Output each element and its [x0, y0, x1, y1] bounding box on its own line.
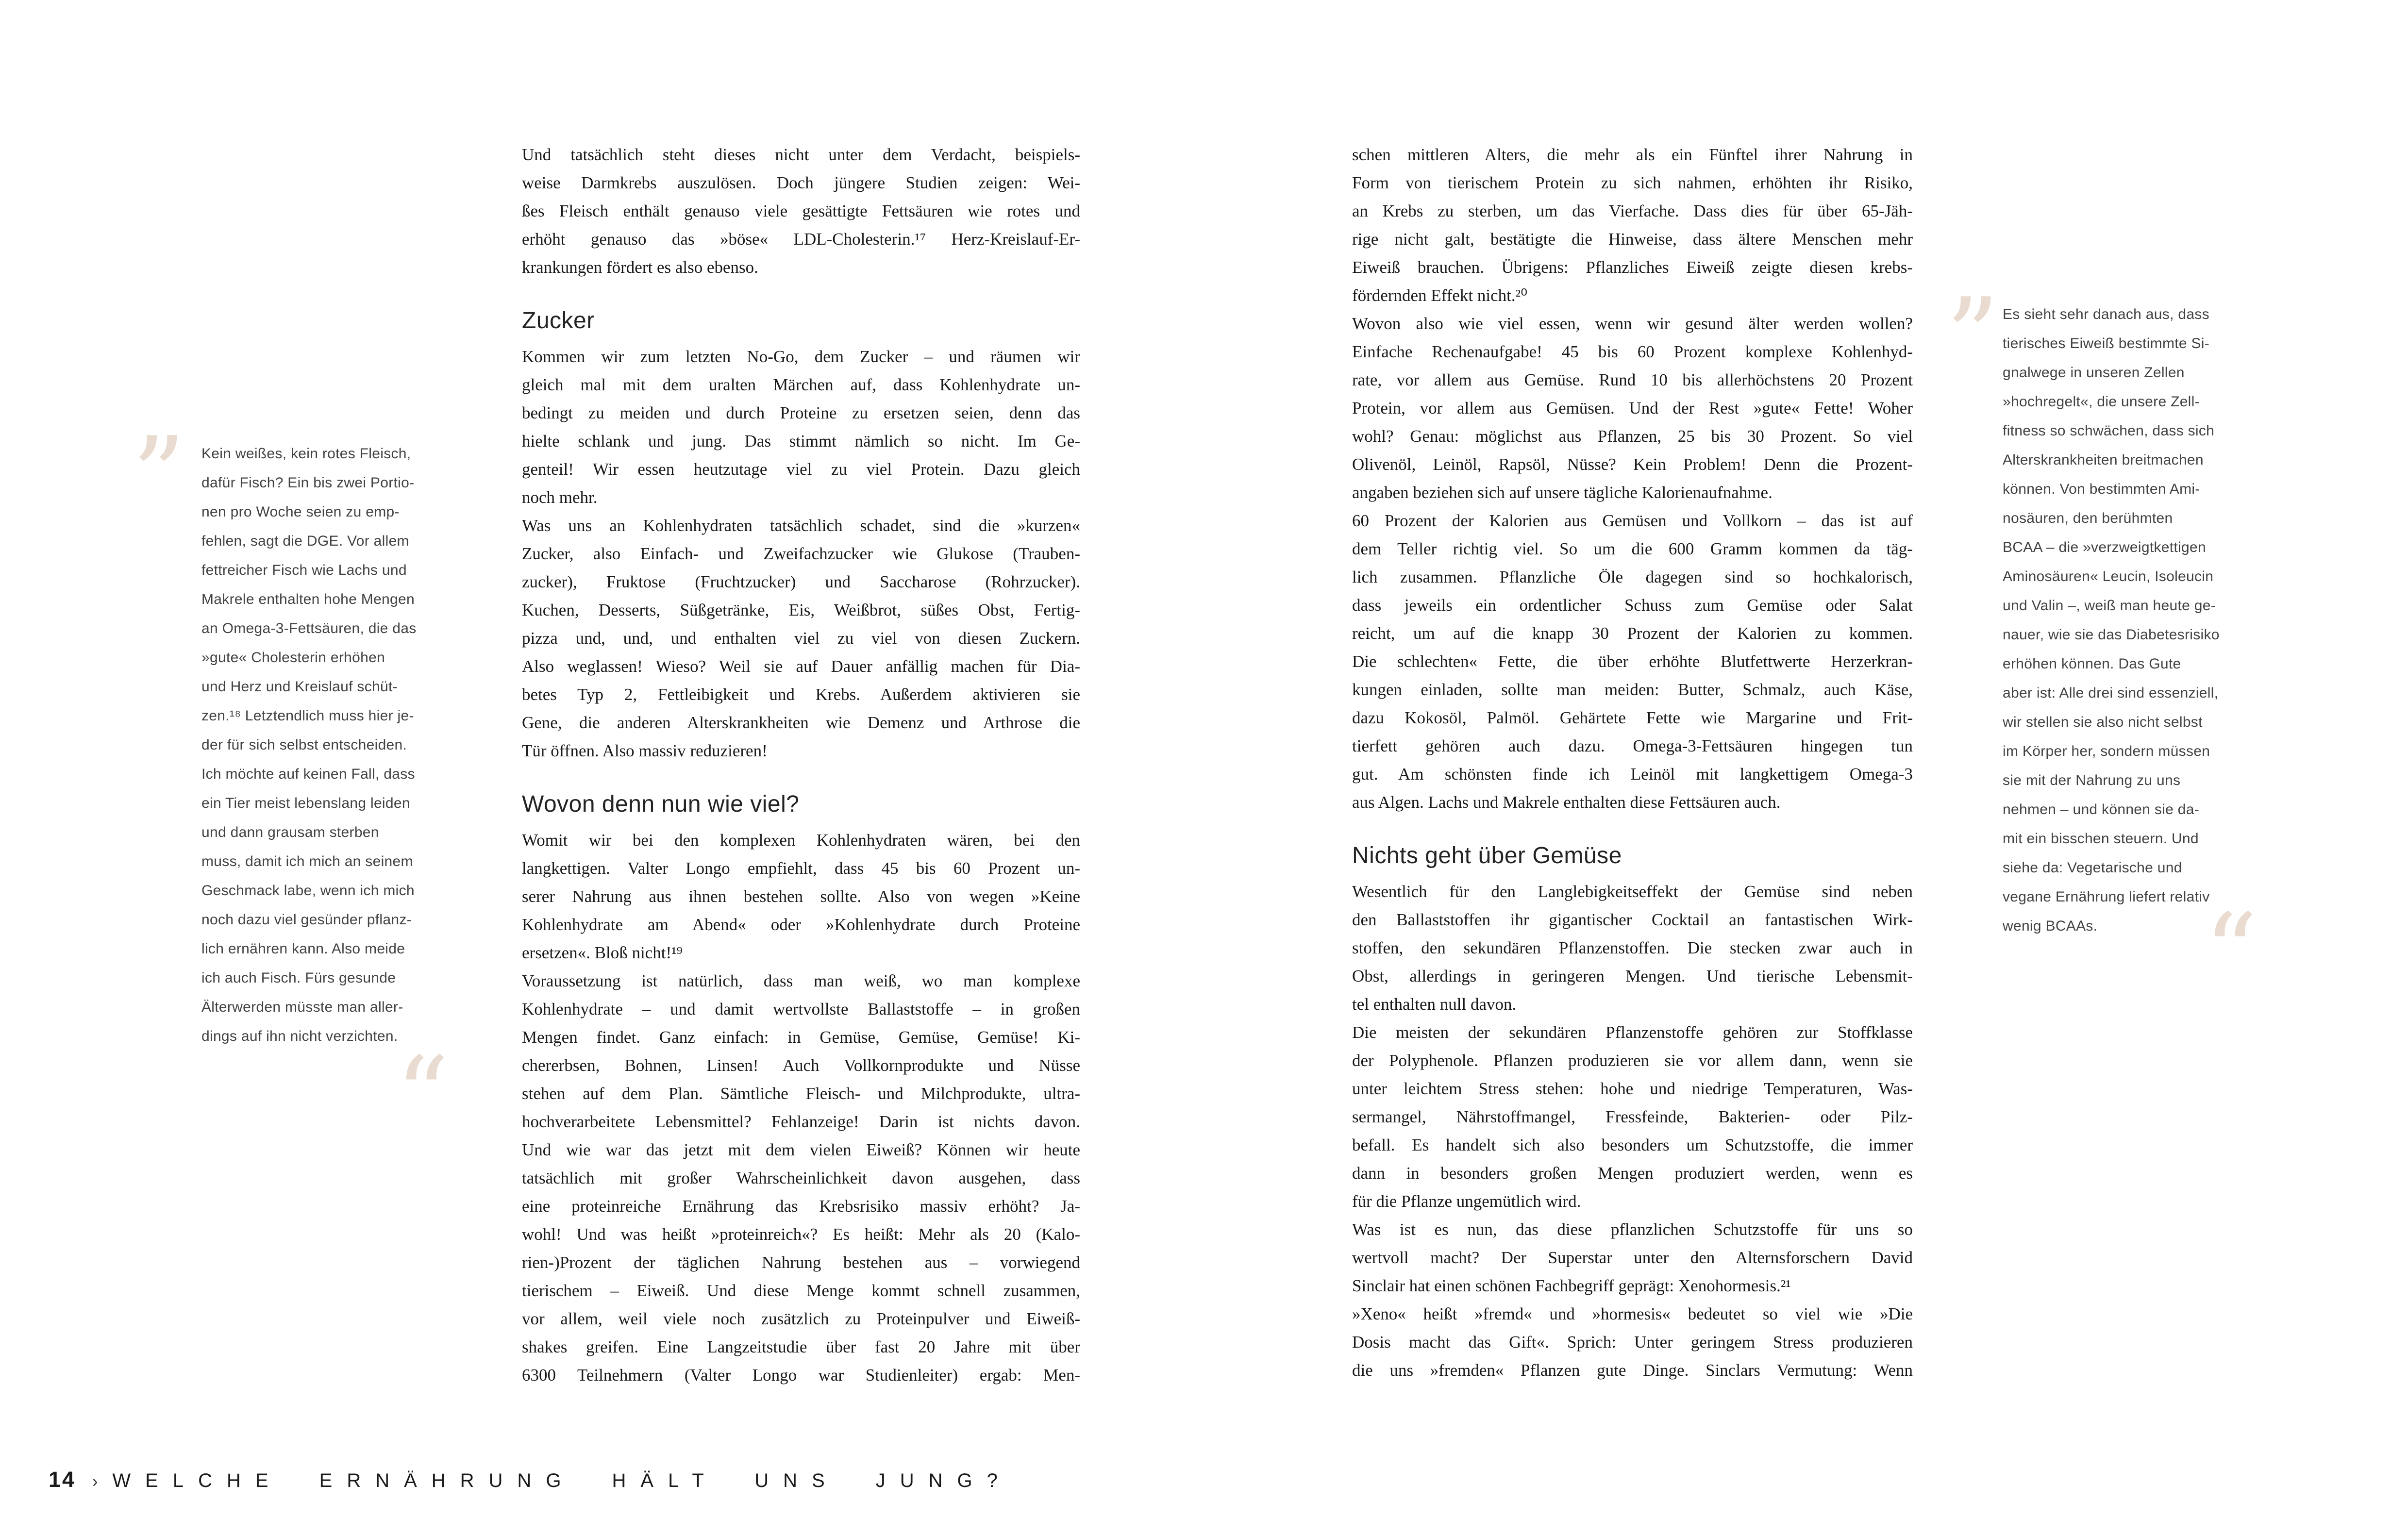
- text-line: vor allem, weil viele noch zusätzlich zu Proteinpulver und Eiweiß-: [522, 1309, 1080, 1328]
- quote-line: Älterwerden müsste man aller-: [201, 999, 403, 1015]
- quote-line: fehlen, sagt die DGE. Vor allem: [201, 533, 409, 549]
- close-quote-icon: “: [2204, 891, 2258, 1013]
- quote-line: mit ein bisschen steuern. Und: [2003, 831, 2199, 847]
- text-line: shakes greifen. Eine Langzeitstudie über fast 20 Jahre mit über: [522, 1337, 1080, 1356]
- text-line: hielte schlank und jung. Das stimmt nämlich so nicht. Im Ge-: [522, 432, 1080, 451]
- text-line: Kohlenhydrate – und damit wertvollste Ballaststoffe – in großen: [522, 1000, 1080, 1018]
- quote-line: gnalwege in unseren Zellen: [2003, 365, 2185, 381]
- close-quote-icon: “: [396, 1034, 449, 1156]
- quote-line: zen.¹⁸ Letztendlich muss hier je-: [201, 708, 414, 724]
- text-line: fördernden Effekt nicht.²⁰: [1352, 286, 1528, 305]
- text-line: chererbsen, Bohnen, Linsen! Auch Vollkornprodukte und Nüsse: [522, 1056, 1080, 1075]
- text-line: dass jeweils ein ordentlicher Schuss zum Gemüse oder Salat: [1352, 596, 1913, 615]
- text-line: Zucker, also Einfach- und Zweifachzucker wie Glukose (Trauben-: [522, 544, 1080, 563]
- text-line: Sinclair hat einen schönen Fachbegriff geprägt: Xenohormesis.²¹: [1352, 1276, 1791, 1295]
- text-line: dazu Kokosöl, Palmöl. Gehärtete Fette wie Margarine und Frit-: [1352, 708, 1913, 727]
- quote-line: ein Tier meist lebenslang leiden: [201, 795, 410, 811]
- text-line: angaben beziehen sich auf unsere tägliche Kalorienaufnahme.: [1352, 483, 1773, 502]
- text-line: tierischem – Eiweiß. Und diese Menge kommt schnell zusammen,: [522, 1281, 1080, 1300]
- text-line: hochverarbeitete Lebensmittel? Fehlanzeige! Darin ist nichts davon.: [522, 1112, 1080, 1131]
- text-line: bedingt zu meiden und durch Proteine zu ersetzen seien, denn das: [522, 403, 1080, 422]
- open-quote-icon: ”: [1946, 275, 1999, 397]
- text-line: stehen auf dem Plan. Sämtliche Fleisch- und Milchprodukte, ultra-: [522, 1084, 1080, 1103]
- page-footer: [49, 1467, 1012, 1492]
- quote-line: und Valin –, weiß man heute ge-: [2003, 598, 2216, 614]
- text-line: unter leichtem Stress stehen: hohe und niedrige Temperaturen, Was-: [1352, 1079, 1913, 1098]
- text-line: wohl! Und was heißt »proteinreich«? Es heißt: Mehr als 20 (Kalo-: [522, 1225, 1080, 1244]
- quote-line: der für sich selbst entscheiden.: [201, 737, 407, 753]
- text-line: serer Nahrung aus ihnen bestehen sollte. Also von wegen »Keine: [522, 887, 1080, 906]
- text-line: für die Pflanze ungemütlich wird.: [1352, 1192, 1581, 1211]
- quote-line: nauer, wie sie das Diabetesrisiko: [2003, 627, 2220, 643]
- text-line: rate, vor allem aus Gemüse. Rund 10 bis allerhöchstens 20 Prozent: [1352, 370, 1913, 389]
- text-line: aus Algen. Lachs und Makrele enthalten diese Fettsäuren auch.: [1352, 793, 1781, 812]
- text-line: pizza und, und, und enthalten viel zu viel von diesen Zuckern.: [522, 629, 1080, 648]
- quote-line: und Herz und Kreislauf schüt-: [201, 679, 398, 695]
- text-line: Wovon also wie viel essen, wenn wir gesund älter werden wollen?: [1352, 314, 1913, 333]
- text-line: Womit wir bei den komplexen Kohlenhydraten wären, bei den: [522, 831, 1080, 850]
- text-line: wohl? Genau: möglichst aus Pflanzen, 25 bis 30 Prozent. So viel: [1352, 427, 1913, 446]
- text-line: ßes Fleisch enthält genauso viele gesättigte Fettsäuren wie rotes und: [522, 201, 1080, 220]
- text-line: rige nicht galt, bestätigte die Hinweise, dass ältere Menschen mehr: [1352, 230, 1913, 249]
- text-line: betes Typ 2, Fettleibigkeit und Krebs. Außerdem aktivieren sie: [522, 685, 1080, 704]
- quote-line: wir stellen sie also nicht selbst: [2003, 714, 2203, 730]
- text-line: Was ist es nun, das diese pflanzlichen Schutzstoffe für uns so: [1352, 1220, 1913, 1239]
- quote-line: Geschmack labe, wenn ich mich: [201, 883, 415, 899]
- quote-line: ich auch Fisch. Fürs gesunde: [201, 970, 396, 986]
- quote-line: nosäuren, den berühmten: [2003, 510, 2173, 526]
- quote-line: und dann grausam sterben: [201, 824, 379, 840]
- quote-line: Ich möchte auf keinen Fall, dass: [201, 766, 415, 782]
- quote-line: nen pro Woche seien zu emp-: [201, 504, 400, 520]
- text-line: Mengen findet. Ganz einfach: in Gemüse, Gemüse, Gemüse! Ki-: [522, 1028, 1080, 1047]
- text-line: gleich mal mit dem uralten Märchen auf, dass Kohlenhydrate un-: [522, 375, 1080, 394]
- text-line: wertvoll macht? Der Superstar unter den Alternsforschern David: [1352, 1248, 1913, 1267]
- text-line: langkettigen. Valter Longo empfiehlt, dass 45 bis 60 Prozent un-: [522, 859, 1080, 878]
- text-line: Kohlenhydrate am Abend« oder »Kohlenhydrate durch Proteine: [522, 915, 1080, 934]
- text-line: lich zusammen. Pflanzliche Öle dagegen sind so hochkalorisch,: [1352, 568, 1913, 586]
- quote-line: können. Von bestimmten Ami-: [2003, 481, 2200, 497]
- text-line: Was uns an Kohlenhydraten tatsächlich schadet, sind die »kurzen«: [522, 516, 1080, 535]
- text-line: eine proteinreiche Ernährung das Krebsrisiko massiv erhöht? Ja-: [522, 1197, 1080, 1216]
- text-line: genteil! Wir essen heutzutage viel zu viel Protein. Dazu gleich: [522, 460, 1080, 479]
- text-line: gut. Am schönsten finde ich Leinöl mit langkettigem Omega-3: [1352, 765, 1913, 784]
- text-line: dem Teller richtig viel. So um die 600 Gramm kommen da täg-: [1352, 539, 1913, 558]
- quote-line: »hochregelt«, die unsere Zell-: [2003, 394, 2200, 410]
- text-line: zucker), Fruktose (Fruchtzucker) und Saccharose (Rohrzucker).: [522, 572, 1080, 591]
- text-line: an Krebs zu sterben, um das Vierfache. Dass dies für über 65-Jäh-: [1352, 201, 1913, 220]
- text-line: 6300 Teilnehmern (Valter Longo war Studienleiter) ergab: Men-: [522, 1366, 1080, 1385]
- quote-line: Aminosäuren« Leucin, Isoleucin: [2003, 568, 2214, 584]
- text-line: befall. Es handelt sich also besonders um Schutzstoffe, die immer: [1352, 1135, 1913, 1154]
- text-line: dann in besonders großen Mengen produziert werden, wenn es: [1352, 1164, 1913, 1183]
- quote-line: Kein weißes, kein rotes Fleisch,: [201, 446, 411, 462]
- text-line: Protein, vor allem aus Gemüsen. Und der Rest »gute« Fette! Woher: [1352, 399, 1913, 417]
- text-line: Tür öffnen. Also massiv reduzieren!: [522, 741, 768, 760]
- quote-line: wenig BCAAs.: [2003, 918, 2098, 934]
- text-line: Kuchen, Desserts, Süßgetränke, Eis, Weißbrot, süßes Obst, Fertig-: [522, 601, 1080, 619]
- text-line: ersetzen«. Bloß nicht!¹⁹: [522, 943, 683, 962]
- quote-line: aber ist: Alle drei sind essenziell,: [2003, 685, 2219, 701]
- text-line: reicht, um auf die knapp 30 Prozent der Kalorien zu kommen.: [1352, 624, 1913, 643]
- text-line: »Xeno« heißt »fremd« und »hormesis« bedeutet so viel wie »Die: [1352, 1304, 1913, 1323]
- margin-quote-right: [2003, 300, 2279, 941]
- quote-line: dings auf ihn nicht verzichten.: [201, 1028, 398, 1044]
- text-line: Gene, die anderen Alterskrankheiten wie Demenz und Arthrose die: [522, 713, 1080, 732]
- text-line: der Polyphenole. Pflanzen produzieren sie vor allem dann, wenn sie: [1352, 1051, 1913, 1070]
- quote-line: Alterskrankheiten breitmachen: [2003, 452, 2204, 468]
- quote-line: muss, damit ich mich an seinem: [201, 853, 413, 869]
- quote-line: fitness so schwächen, dass sich: [2003, 423, 2215, 439]
- text-line: noch mehr.: [522, 488, 598, 507]
- text-line: den Ballaststoffen ihr gigantischer Cocktail an fantastischen Wirk-: [1352, 910, 1913, 929]
- chapter-title: WELCHE ERNÄHRUNG HÄLT UNS JUNG?: [112, 1470, 1012, 1491]
- quote-line: »gute« Cholesterin erhöhen: [201, 650, 385, 666]
- main-column-right: [1352, 141, 1913, 1385]
- text-line: Also weglassen! Wieso? Weil sie auf Dauer anfällig machen für Dia-: [522, 657, 1080, 676]
- page-number: 14: [49, 1467, 76, 1492]
- text-line: Form von tierischem Protein zu sich nahmen, erhöhten ihr Risiko,: [1352, 173, 1913, 192]
- text-line: Die schlechten« Fette, die über erhöhte Blutfettwerte Herzerkran-: [1352, 652, 1913, 671]
- text-line: erhöht genauso das »böse« LDL-Cholesterin.¹⁷ Herz-Kreislauf-Er-: [522, 230, 1080, 249]
- quote-line: dafür Fisch? Ein bis zwei Portio-: [201, 475, 415, 491]
- quote-line: an Omega-3-Fettsäuren, die das: [201, 620, 417, 636]
- text-line: tierfett gehören auch dazu. Omega-3-Fettsäuren hingegen tun: [1352, 736, 1913, 755]
- text-line: schen mittleren Alters, die mehr als ein Fünftel ihrer Nahrung in: [1352, 145, 1913, 164]
- quote-line: BCAA – die »verzweigtkettigen: [2003, 539, 2206, 555]
- section-heading: Nichts geht über Gemüse: [1352, 843, 1622, 868]
- text-line: tatsächlich mit großer Wahrscheinlichkeit davon ausgehen, dass: [522, 1168, 1080, 1187]
- text-line: Obst, allerdings in geringeren Mengen. Und tierische Lebensmit-: [1352, 967, 1913, 985]
- quote-line: vegane Ernährung liefert relativ: [2003, 889, 2210, 905]
- quote-line: nehmen – und können sie da-: [2003, 801, 2200, 818]
- text-line: Olivenöl, Leinöl, Rapsöl, Nüsse? Kein Problem! Denn die Prozent-: [1352, 455, 1913, 474]
- text-line: krankungen fördert es also ebenso.: [522, 258, 758, 277]
- quote-line: Makrele enthalten hohe Mengen: [201, 591, 415, 607]
- quote-line: erhöhen können. Das Gute: [2003, 656, 2181, 672]
- quote-line: im Körper her, sondern müssen: [2003, 743, 2210, 759]
- text-line: kungen einladen, sollte man meiden: Butter, Schmalz, auch Käse,: [1352, 680, 1913, 699]
- text-line: Kommen wir zum letzten No-Go, dem Zucker – und räumen wir: [522, 347, 1080, 366]
- main-column-left: [522, 141, 1080, 1389]
- text-line: sermangel, Nährstoffmangel, Fressfeinde, Bakterien- oder Pilz-: [1352, 1107, 1913, 1126]
- chevron-right-icon: ›: [92, 1472, 98, 1491]
- quote-line: Es sieht sehr danach aus, dass: [2003, 306, 2209, 322]
- section-heading: Zucker: [522, 308, 595, 334]
- text-line: rien-)Prozent der täglichen Nahrung bestehen aus – vorwiegend: [522, 1253, 1080, 1272]
- text-line: Wesentlich für den Langlebigkeitseffekt der Gemüse sind neben: [1352, 882, 1913, 901]
- text-line: Einfache Rechenaufgabe! 45 bis 60 Prozent komplexe Kohlenhyd-: [1352, 342, 1913, 361]
- text-line: 60 Prozent der Kalorien aus Gemüsen und Vollkorn – das ist auf: [1352, 511, 1913, 530]
- text-line: Und tatsächlich steht dieses nicht unter dem Verdacht, beispiels-: [522, 145, 1080, 164]
- text-line: die uns »fremden« Pflanzen gute Dinge. Sinclars Vermutung: Wenn: [1352, 1361, 1913, 1380]
- text-line: weise Darmkrebs auszulösen. Doch jüngere Studien zeigen: Wei-: [522, 173, 1080, 192]
- text-line: Dosis macht das Gift«. Sprich: Unter geringem Stress produzieren: [1352, 1333, 1913, 1352]
- quote-line: noch dazu viel gesünder pflanz-: [201, 912, 412, 928]
- quote-line: tierisches Eiweiß bestimmte Si-: [2003, 335, 2210, 351]
- text-line: tel enthalten null davon.: [1352, 995, 1517, 1014]
- text-line: Eiweiß brauchen. Übrigens: Pflanzliches Eiweiß zeigte diesen krebs-: [1352, 258, 1913, 277]
- quote-line: fettreicher Fisch wie Lachs und: [201, 562, 407, 578]
- text-line: stoffen, den sekundären Pflanzenstoffen. Die stecken zwar auch in: [1352, 938, 1913, 957]
- quote-line: lich ernähren kann. Also meide: [201, 941, 405, 957]
- margin-quote-left: [201, 439, 476, 1051]
- text-line: Die meisten der sekundären Pflanzenstoffe gehören zur Stoffklasse: [1352, 1023, 1913, 1042]
- open-quote-icon: ”: [132, 414, 185, 536]
- text-line: Voraussetzung ist natürlich, dass man weiß, wo man komplexe: [522, 971, 1080, 990]
- quote-line: sie mit der Nahrung zu uns: [2003, 772, 2181, 788]
- text-line: Und wie war das jetzt mit dem vielen Eiweiß? Können wir heute: [522, 1140, 1080, 1159]
- section-heading: Wovon denn nun wie viel?: [522, 791, 800, 817]
- quote-line: siehe da: Vegetarische und: [2003, 860, 2182, 876]
